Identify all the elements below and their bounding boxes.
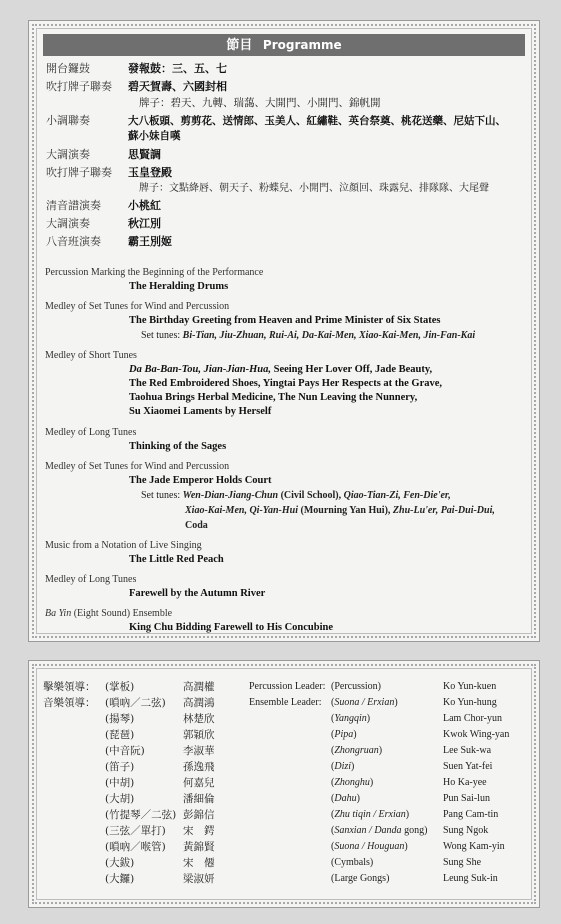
performer-en: Sung Ngok [443, 825, 489, 836]
instrument-en: (Sanxian / Danda gong) [331, 825, 428, 836]
cn-category: 開台鑼鼓 [46, 62, 90, 75]
cn-item-8 [46, 234, 172, 250]
en-set-tunes-5-line-1 [141, 490, 451, 501]
programme-title-bar [43, 34, 525, 56]
performer-cn: 何嘉兒 [183, 777, 215, 789]
instrument-cn: (竹提琴／二弦) [105, 809, 177, 821]
en-category-7: Medley of Long Tunes [45, 574, 137, 585]
performer-cn: 郭穎欣 [183, 729, 215, 741]
instrument-cn: (大鈸) [105, 857, 135, 869]
cn-category: 大調演奏 [46, 148, 90, 161]
title-part: Seeing Her Lover Off, Jade Beauty, [273, 364, 433, 375]
category-italic-part: Ba Yin [45, 608, 72, 619]
tune-gloss: (Mourning Yan Hui), [297, 505, 393, 516]
en-set-tunes-5-line-2 [185, 505, 495, 516]
cn-category: 小調聯奏 [46, 114, 90, 127]
instrument-en: (Yangqin) [331, 713, 371, 724]
instrument-en-name: Suona / Erxian [334, 697, 395, 708]
en-title-2: The Birthday Greeting from Heaven and Prime Minister of Six States [129, 315, 441, 326]
performer-en: Pang Cam-tin [443, 809, 499, 820]
performer-cn: 梁淑妍 [183, 873, 215, 885]
en-title-7: Farewell by the Autumn River [129, 588, 266, 599]
cn-piece: 玉皇登殿 [128, 166, 172, 179]
en-title-6: The Little Red Peach [129, 554, 224, 565]
instrument-en-name: Zhongruan [334, 745, 379, 756]
performer-en: Lee Suk-wa [443, 745, 492, 756]
performer-cn: 宋 僊 [183, 857, 215, 869]
cn-item-6 [46, 198, 161, 214]
title-cn: 節目 [226, 38, 253, 53]
instrument-en-suffix: gong) [401, 825, 428, 836]
performer-en: Lam Chor-yun [443, 713, 502, 724]
instrument-en-name: Sanxian / Danda [334, 825, 402, 836]
en-title-8: King Chu Bidding Farewell to His Concubine [129, 622, 334, 633]
cn-category: 大調演奏 [46, 217, 90, 230]
instrument-en-name: Zhonghu [334, 777, 370, 788]
instrument-en-name: Dahu [334, 793, 357, 804]
instrument-cn: (笛子) [105, 761, 135, 773]
title-en: Programme [262, 38, 342, 52]
leader1-label: 擊樂領導： [43, 681, 96, 693]
instrument-cn: (大胡) [105, 793, 135, 805]
instrument-cn: (掌板) [105, 681, 135, 693]
performer-en: Suen Yat-fei [443, 761, 493, 772]
performer-cn: 宋 鍔 [183, 825, 215, 837]
cn-piece: 大八板頭、剪剪花、送情郎、玉美人、紅繡鞋、英台祭奠、桃花送藥、尼姑下山、 [128, 115, 506, 127]
set-tunes-label: Set tunes: [141, 330, 181, 341]
set-tunes-label: Set tunes: [141, 490, 181, 501]
cn-category: 清音譜演奏 [46, 199, 101, 212]
en-title-1: The Heralding Drums [129, 281, 229, 292]
performer-cn: 潘細倫 [183, 793, 215, 805]
en-title-5: The Jade Emperor Holds Court [129, 475, 272, 486]
cn-item-4 [46, 147, 161, 163]
performer-cn: 高潤權 [183, 681, 215, 693]
en-title-3-line-3: Taohua Brings Herbal Medicine, The Nun Leaving the Nunnery, [129, 392, 418, 403]
instrument-en-name: Dizi [334, 761, 352, 772]
performer-cn: 高潤鴻 [183, 697, 215, 709]
instrument-en-name: Yangqin [334, 713, 367, 724]
en-category-3: Medley of Short Tunes [45, 350, 137, 361]
tune-gloss: (Civil School), [278, 490, 344, 501]
performer-cn: 彭錦信 [183, 809, 215, 821]
en-category-5: Medley of Set Tunes for Wind and Percussion [45, 461, 230, 472]
en-title-3-line-4: Su Xiaomei Laments by Herself [129, 406, 272, 417]
cn-item-7 [46, 216, 161, 232]
en-leader2-label: Ensemble Leader: [249, 697, 322, 708]
cn-piece: 發報鼓：三、五、七 [128, 62, 227, 75]
cn-item-2 [46, 79, 227, 95]
instrument-en: (Zhongruan) [331, 745, 383, 756]
en-leader1-label: Percussion Leader: [249, 681, 326, 692]
en-category-6: Music from a Notation of Live Singing [45, 540, 202, 551]
cn-category: 吹打牌子聯奏 [46, 166, 112, 179]
tune-name: Wen-Dian-Jiang-Chun [182, 490, 279, 501]
cn-item-1 [46, 61, 227, 77]
en-category-4: Medley of Long Tunes [45, 427, 137, 438]
instrument-en: (Zhu tiqin / Erxian) [331, 809, 410, 820]
programme-panel [28, 20, 540, 642]
cn-piece: 思賢調 [128, 148, 161, 161]
instrument-en: (Zhonghu) [331, 777, 374, 788]
performer-cn: 林楚欣 [183, 713, 215, 725]
cn-category: 八音班演奏 [46, 235, 101, 248]
instrument-cn: (中音阮) [105, 745, 145, 757]
cn-piece: 碧天賀壽、六國封相 [128, 80, 227, 93]
en-set-tunes-5-line-3: Coda [185, 520, 208, 531]
category-part: (Eight Sound) Ensemble [71, 608, 173, 619]
performer-en: Sung She [443, 857, 482, 868]
en-title-3-line-1 [129, 364, 432, 375]
instrument-cn: (琵琶) [105, 729, 135, 741]
leader2-label: 音樂領導： [43, 697, 96, 709]
instrument-en: (Large Gongs) [331, 873, 390, 884]
performer-en: Pun Sai-lun [443, 793, 490, 804]
performer-en: Leung Suk-in [443, 873, 498, 884]
cn-item-3 [46, 113, 506, 129]
performer-cn: 孫逸飛 [183, 761, 215, 773]
performer-en: Ko Yun-kuen [443, 681, 497, 692]
instrument-en-name: Suona / Houguan [334, 841, 405, 852]
tune-name: Xiao-Kai-Men, Qi-Yan-Hui [185, 505, 298, 516]
en-set-tunes-2 [141, 330, 475, 341]
tune-name: Qiao-Tian-Zi, Fen-Die'er, [343, 490, 451, 501]
title-italic-part: Da Ba-Ban-Tou, Jian-Jian-Hua, [129, 364, 271, 375]
cn-sub-tunes: 牌子：碧天、九轉、瑞藹、大開門、小開門、錦帆開 [139, 97, 381, 109]
performer-en: Ko Yun-hung [443, 697, 497, 708]
instrument-cn: (三弦／單打) [105, 825, 166, 837]
credits-panel [28, 660, 540, 908]
set-tunes-list: Bi-Tian, Jiu-Zhuan, Rui-Ai, Da-Kai-Men, Xiao-Kai-Men, Jin-Fan-Kai [182, 330, 476, 341]
cn-sub-tunes: 牌子：文點絳唇、朝天子、粉蝶兒、小開門、泣顏回、珠露兒、排隊隊、大尾聲 [139, 183, 489, 194]
en-title-3-line-2: The Red Embroidered Shoes, Yingtai Pays Her Respects at the Grave, [129, 378, 443, 389]
performer-en: Kwok Wing-yan [443, 729, 510, 740]
en-title-4: Thinking of the Sages [129, 441, 227, 452]
instrument-en: (Suona / Erxian) [331, 697, 398, 708]
en-category-1: Percussion Marking the Beginning of the Performance [45, 267, 264, 278]
performer-en: Wong Kam-yin [443, 841, 505, 852]
instrument-cn: (揚琴) [105, 713, 135, 725]
instrument-en-name: Zhu tiqin / Erxian [334, 809, 406, 820]
performer-cn: 李淑華 [183, 745, 215, 757]
en-category-2: Medley of Set Tunes for Wind and Percussion [45, 301, 230, 312]
instrument-en: (Dahu) [331, 793, 360, 804]
cn-piece: 霸王別姬 [128, 235, 172, 248]
en-category-8 [45, 608, 172, 619]
cn-piece: 秋江別 [128, 217, 161, 230]
instrument-cn: (中胡) [105, 777, 135, 789]
instrument-cn: (嗩吶／喉管) [105, 841, 166, 853]
instrument-cn: (大鑼) [105, 873, 135, 885]
instrument-cn: (嗩吶／二弦) [105, 697, 166, 709]
instrument-en: (Percussion) [331, 681, 381, 692]
instrument-en: (Cymbals) [331, 857, 374, 868]
performer-cn: 黃錦賢 [183, 841, 215, 853]
performer-en: Ho Ka-yee [443, 777, 487, 788]
instrument-en: (Dizi) [331, 761, 355, 772]
instrument-en: (Suona / Houguan) [331, 841, 408, 852]
tune-name: Zhu-Lu'er, Pai-Dui-Dui, [392, 505, 495, 516]
instrument-en-name: Pipa [334, 729, 354, 740]
cn-item-5 [46, 165, 172, 181]
cn-category: 吹打牌子聯奏 [46, 80, 112, 93]
instrument-en: (Pipa) [331, 729, 357, 740]
cn-piece-continued: 蘇小妹自嘆 [128, 130, 181, 142]
cn-piece: 小桃紅 [128, 199, 161, 212]
